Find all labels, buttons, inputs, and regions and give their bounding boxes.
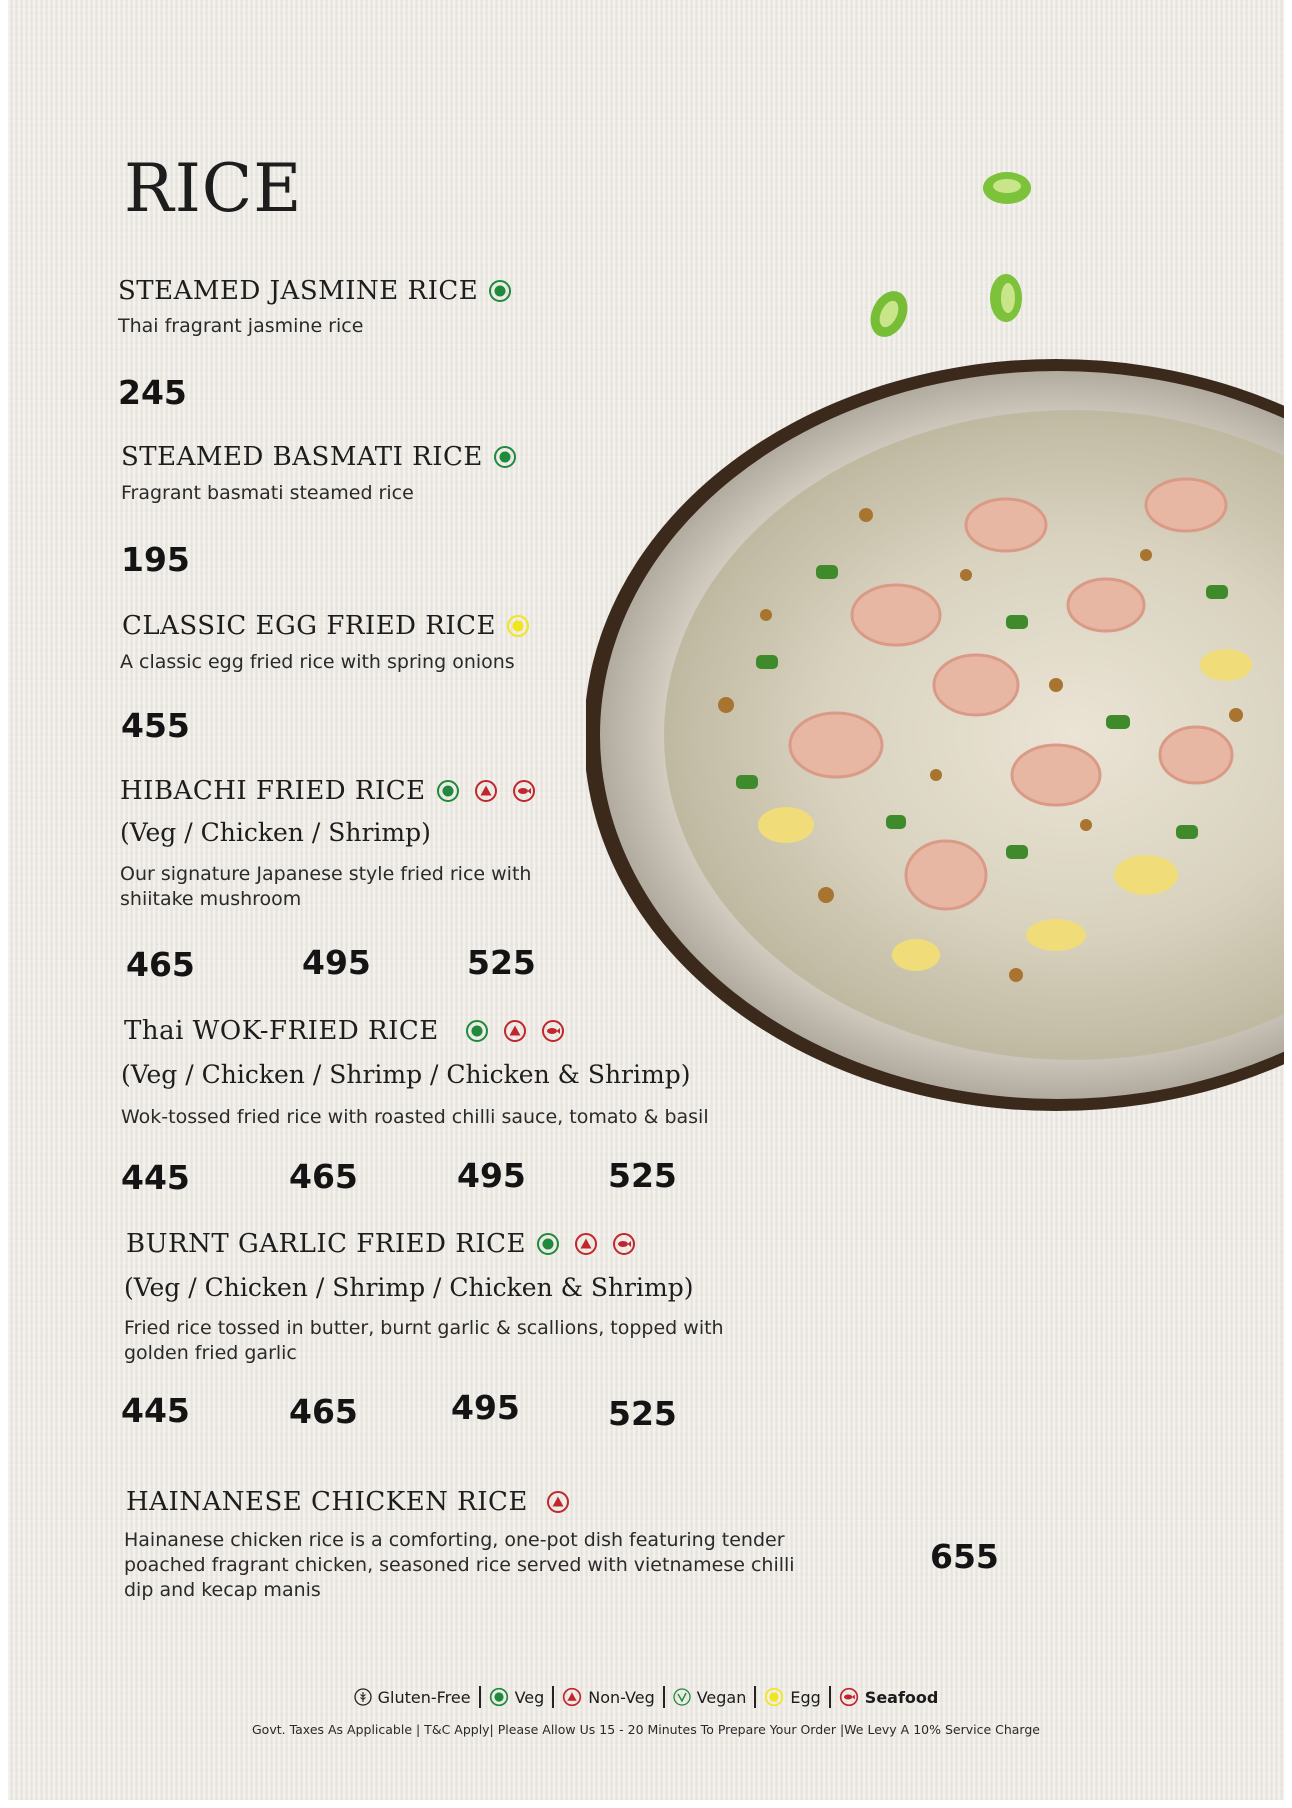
seafood-icon [839,1687,859,1707]
veg-icon [488,279,512,303]
non-veg-icon [562,1687,582,1707]
dish-name-basmati [121,442,517,472]
dish-price: 525 [608,1394,677,1433]
dish-price: 195 [121,540,190,579]
dish-name-jasmine [118,276,512,306]
page-title: RICE [124,150,303,227]
vegan-icon [673,1688,691,1706]
legend-vegan: Vegan [665,1688,755,1707]
fried-rice-bowl-image [586,355,1284,1115]
seafood-icon [612,1232,636,1256]
dish-price: 455 [121,706,190,745]
dish-variants: (Veg / Chicken / Shrimp / Chicken & Shrimp) [124,1273,694,1302]
dish-price: 495 [457,1156,526,1195]
egg-icon [764,1687,784,1707]
description-line: dip and kecap manis [124,1579,321,1601]
dish-description: Thai fragrant jasmine rice [118,315,364,337]
dish-price: 445 [121,1391,190,1430]
dish-description [120,862,531,912]
legend-gluten-free: Gluten-Free [346,1688,479,1707]
dish-name-thai-wok [124,1016,565,1046]
non-veg-icon [546,1490,570,1514]
spring-onion-image [866,286,912,342]
veg-icon [493,445,517,469]
non-veg-icon [574,1232,598,1256]
dish-description: Wok-tossed fried rice with roasted chilli sauce, tomato & basil [121,1106,709,1128]
dish-price: 525 [467,943,536,982]
dish-name-text: STEAMED JASMINE RICE [118,276,479,306]
seafood-icon [541,1019,565,1043]
egg-icon [506,614,530,638]
veg-icon [489,1687,509,1707]
dish-price: 445 [121,1158,190,1197]
footnote: Govt. Taxes As Applicable | T&C Apply| Please Allow Us 15 - 20 Minutes To Prepare Your Order |We Levy A 10% Service Charge [252,1722,1040,1737]
description-line: shiitake mushroom [120,888,302,910]
dish-variants: (Veg / Chicken / Shrimp) [120,818,431,847]
dish-price: 655 [930,1537,999,1576]
description-line: poached fragrant chicken, seasoned rice served with vietnamese chilli [124,1554,795,1576]
non-veg-icon [474,779,498,803]
dish-name-burnt-garlic [126,1229,636,1259]
legend-veg: Veg [481,1687,553,1707]
dish-name-text: HIBACHI FRIED RICE [120,776,426,806]
seafood-icon [512,779,536,803]
dish-name-hainanese [126,1487,570,1517]
dish-price: 525 [608,1156,677,1195]
veg-icon [465,1019,489,1043]
dish-name-text: STEAMED BASMATI RICE [121,442,483,472]
dish-description [124,1316,724,1366]
dish-description: Fragrant basmati steamed rice [121,482,414,504]
dish-description: A classic egg fried rice with spring onions [120,651,515,673]
veg-icon [536,1232,560,1256]
dish-description [124,1528,795,1603]
description-line: golden fried garlic [124,1342,297,1364]
veg-icon [436,779,460,803]
dish-variants: (Veg / Chicken / Shrimp / Chicken & Shrimp) [121,1060,691,1089]
spring-onion-image [980,166,1034,210]
dietary-legend [8,1686,1284,1708]
dish-price: 465 [289,1157,358,1196]
legend-non-veg: Non-Veg [554,1687,662,1707]
dish-price: 245 [118,373,187,412]
dish-price: 495 [451,1388,520,1427]
gluten-free-icon [354,1688,372,1706]
spring-onion-image [984,270,1028,326]
legend-egg: Egg [756,1687,828,1707]
dish-price: 465 [289,1392,358,1431]
legend-seafood: Seafood [831,1687,947,1707]
dish-price: 465 [126,945,195,984]
dish-name-hibachi [120,776,536,806]
description-line: Our signature Japanese style fried rice with [120,863,532,885]
dish-name-egg-fried [122,611,530,641]
dish-name-text: BURNT GARLIC FRIED RICE [126,1229,526,1259]
dish-name-text: Thai WOK-FRIED RICE [124,1016,439,1046]
menu-page [8,0,1284,1800]
dish-price: 495 [302,943,371,982]
description-line: Fried rice tossed in butter, burnt garlic & scallions, topped with [124,1317,724,1339]
non-veg-icon [503,1019,527,1043]
dish-name-text: HAINANESE CHICKEN RICE [126,1487,528,1517]
dish-name-text: CLASSIC EGG FRIED RICE [122,611,497,641]
description-line: Hainanese chicken rice is a comforting, one-pot dish featuring tender [124,1529,785,1551]
